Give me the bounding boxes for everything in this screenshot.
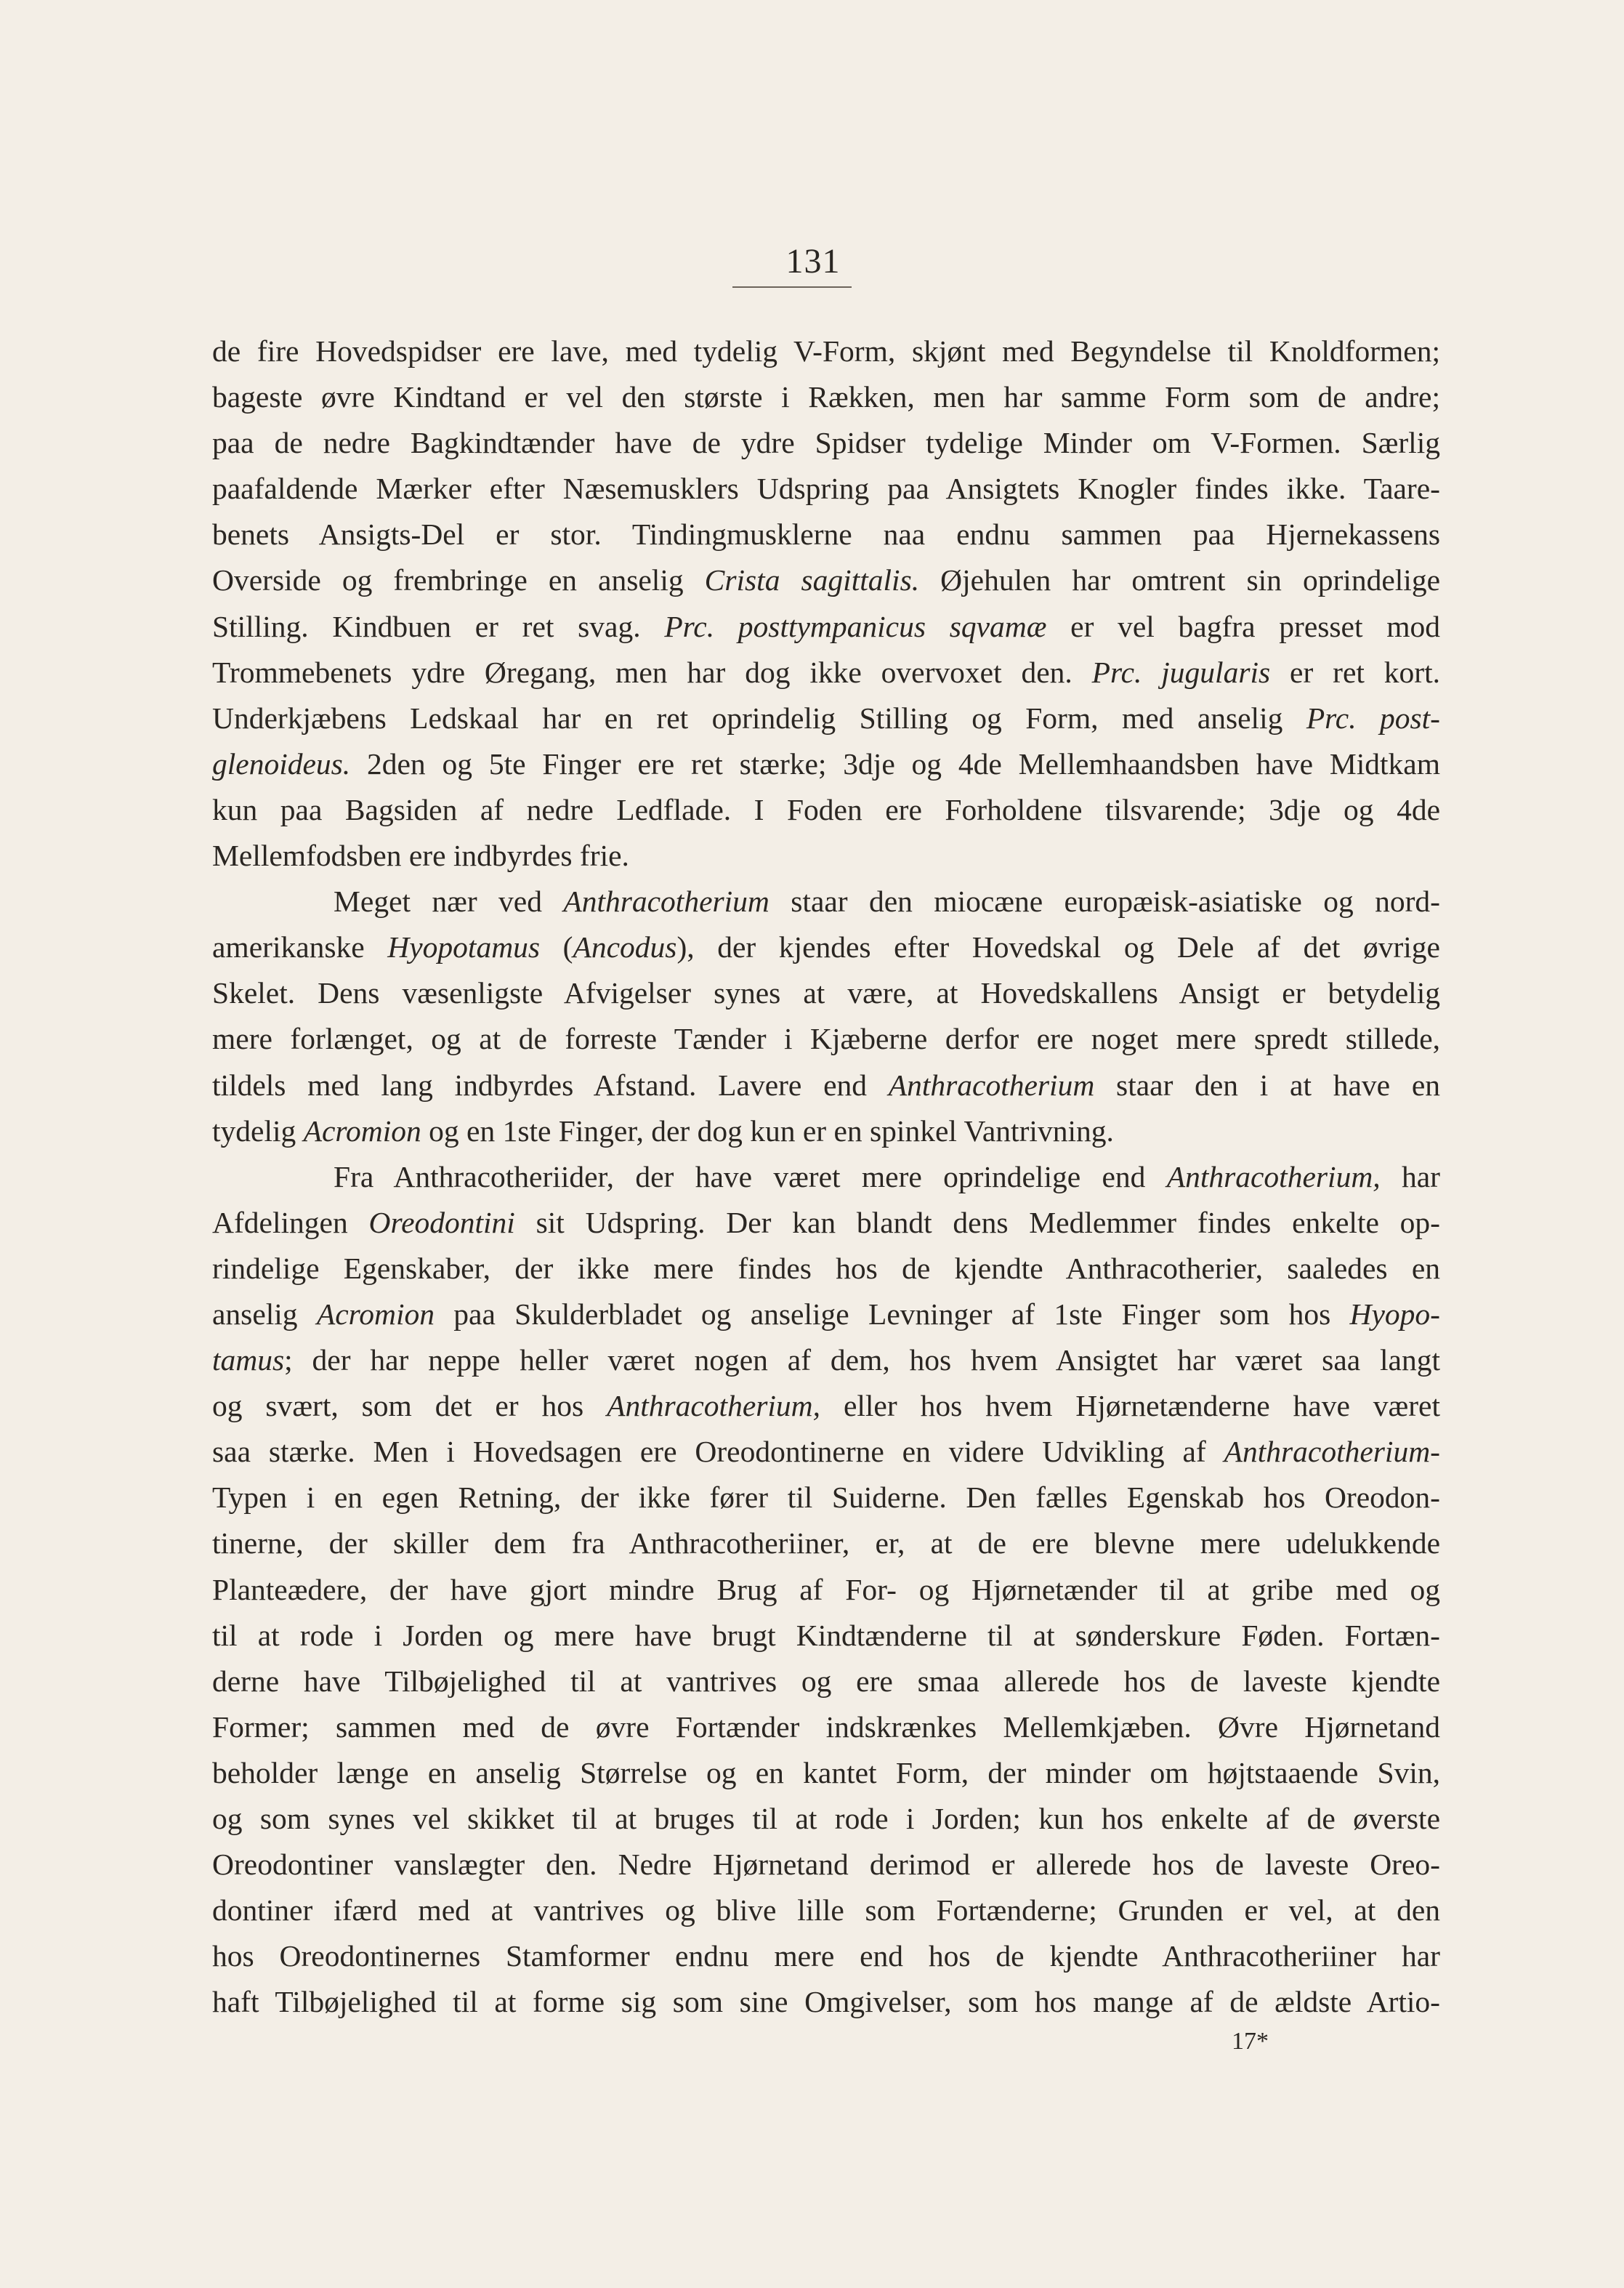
text-segment: tinerne, der skiller dem fra Anthracotheriiner, er, at de ere blevne mere udelukkende [212,1526,1440,1560]
text-line [212,1292,1440,1337]
text-segment: og svært, som det er hos [212,1389,607,1423]
italic-term: Anthracotherium [888,1068,1095,1102]
text-line [212,1520,1440,1566]
italic-term: Anthracotherium [563,885,769,919]
text-segment: Oreodontiner vanslægter den. Nedre Hjørnetand derimod er allerede hos de laveste Oreo- [212,1848,1440,1882]
italic-term: tamus [212,1343,285,1377]
text-segment: staar den miocæne europæisk-asiatiske og nord- [769,885,1440,919]
text-segment: anselig [212,1297,317,1331]
page-number: 131 [785,242,841,281]
italic-term: Acromion [303,1113,421,1148]
text-segment: Mellemfodsben ere indbyrdes frie. [212,839,629,873]
text-segment: Meget nær ved [334,885,564,919]
italic-term: Acromion [316,1297,435,1331]
text-line [212,604,1440,650]
italic-term: Oreodontini [368,1205,515,1239]
text-segment: ), der kjendes efter Hovedskal og Dele af det øvrige [676,930,1440,964]
text-line [212,1200,1440,1246]
text-line [212,1613,1440,1659]
text-segment: beholder længe en anselig Størrelse og en kantet Form, der minder om højtstaaende Svin, [212,1755,1440,1789]
text-segment: dontiner ifærd med at vantrives og blive lille som Fortænderne; Grunden er vel, at den [212,1893,1440,1928]
page-number-rule [732,286,852,288]
body-text [212,329,1440,2025]
text-segment: ; der har neppe heller været nogen af dem, hos hvem Ansigtet har været saa langt [284,1343,1440,1377]
text-line [212,1888,1440,1933]
text-segment: staar den i at have en [1094,1068,1440,1102]
text-line [212,1933,1440,1979]
text-segment: Planteædere, der have gjort mindre Brug af For- og Hjørnetænder til at gribe med og [212,1572,1440,1606]
text-segment: har [1380,1159,1440,1193]
text-segment: til at rode i Jorden og mere have brugt Kindtænderne til at sønderskure Føden. Fortæn- [212,1618,1440,1652]
text-line [212,420,1440,466]
text-segment: og som synes vel skikket til at bruges til at rode i Jorden; kun hos enkelte af de øverste [212,1802,1440,1835]
text-line [212,557,1440,603]
text-line [212,1659,1440,1704]
text-line [212,1383,1440,1429]
text-segment: paa Skulderbladet og anselige Levninger af 1ste Finger som hos [434,1297,1350,1331]
italic-term: Anthracotherium, [1166,1159,1381,1193]
text-segment: Typen i en egen Retning, der ikke fører til Suiderne. Den fælles Egenskab hos Oreodon- [212,1481,1440,1515]
text-segment: tydelig [212,1113,304,1148]
text-segment: tildels med lang indbyrdes Afstand. Lavere end [212,1068,889,1102]
italic-term: Ancodus [573,930,677,964]
text-line [212,1154,1440,1200]
italic-term: Hyopo- [1349,1297,1440,1331]
text-segment: og en 1ste Finger, der dog kun er en spinkel Vantrivning. [421,1113,1114,1148]
text-line [212,1108,1440,1154]
text-segment: Øjehulen har omtrent sin oprindelige [919,563,1440,597]
text-line [212,1750,1440,1796]
text-line [212,787,1440,833]
text-segment: paafaldende Mærker efter Næsemusklers Udspring paa Ansigtets Knogler findes ikke. Taare- [212,472,1440,506]
text-segment: er ret kort. [1270,655,1440,689]
text-line [212,1337,1440,1383]
text-segment: 2den og 5te Finger ere ret stærke; 3dje og 4de Mellemhaandsben have Midtkam [350,746,1440,781]
text-segment: kun paa Bagsiden af nedre Ledflade. I Foden ere Forholdene tilsvarende; 3dje og 4de [212,792,1440,826]
text-line [212,1979,1440,2025]
text-segment: de fire Hovedspidser ere lave, med tydelig V-Form, skjønt med Begyndelse til Knoldformen; [212,334,1440,368]
italic-term: glenoideus. [212,746,351,781]
text-line [212,374,1440,420]
text-line [212,1842,1440,1888]
text-line [212,1475,1440,1520]
text-line [212,696,1440,741]
italic-term: Crista sagittalis. [704,563,920,597]
text-line [212,970,1440,1016]
text-line [212,329,1440,374]
text-line [212,512,1440,557]
text-segment: Skelet. Dens væsenligste Afvigelser synes at være, at Hovedskallens Ansigt er betydelig [212,976,1440,1010]
text-segment: saa stærke. Men i Hovedsagen ere Oreodontinerne en videre Udvikling af [212,1435,1224,1469]
text-line [212,833,1440,879]
text-line [212,1016,1440,1062]
text-segment: paa de nedre Bagkindtænder have de ydre Spidser tydelige Minder om V-Formen. Særlig [212,426,1440,460]
signature-mark: 17* [1232,2028,1269,2055]
text-segment: eller hos hvem Hjørnetænderne have været [820,1389,1441,1423]
italic-term: Anthracotherium, [607,1389,821,1423]
text-line [212,650,1440,696]
italic-term: Prc. posttympanicus sqvamæ [664,609,1047,643]
text-segment: rindelige Egenskaber, der ikke mere findes hos de kjendte Anthracotherier, saaledes en [212,1251,1440,1285]
text-line [212,879,1440,925]
text-segment: sit Udspring. Der kan blandt dens Medlemmer findes enkelte op- [514,1205,1440,1239]
text-segment: haft Tilbøjelighed til at forme sig som sine Omgivelser, som hos mange af de ældste Artio- [212,1985,1440,2019]
text-segment: Afdelingen [212,1205,369,1239]
text-segment: bageste øvre Kindtand er vel den største i Rækken, men har samme Form som de andre; [212,380,1440,414]
text-segment: hos Oreodontinernes Stamformer endnu mere end hos de kjendte Anthracotheriiner har [212,1939,1440,1973]
text-segment: er vel bagfra presset mod [1046,609,1440,643]
text-segment: Trommebenets ydre Øregang, men har dog ikke overvoxet den. [212,655,1092,689]
text-segment: Overside og frembringe en anselig [212,563,705,597]
text-segment: Underkjæbens Ledskaal har en ret oprindelig Stilling og Form, med anselig [212,701,1306,735]
text-line [212,466,1440,512]
text-segment: derne have Tilbøjelighed til at vantrives og ere smaa allerede hos de laveste kjendte [212,1664,1440,1698]
text-segment: amerikanske [212,930,388,964]
text-segment: ( [540,930,573,964]
italic-term: Prc. jugularis [1091,655,1271,689]
text-segment: mere forlænget, og at de forreste Tænder i Kjæberne derfor ere noget mere spredt stillede, [212,1022,1440,1056]
text-segment: Fra Anthracotheriider, der have været mere oprindelige end [334,1159,1167,1193]
text-segment: Former; sammen med de øvre Fortænder indskrænkes Mellemkjæben. Øvre Hjørnetand [212,1709,1440,1744]
italic-term: Prc. post- [1306,701,1440,735]
italic-term: Anthracotherium- [1224,1435,1440,1469]
text-line [212,925,1440,970]
text-line [212,741,1440,787]
text-line [212,1567,1440,1613]
text-segment: Stilling. Kindbuen er ret svag. [212,609,665,643]
text-line [212,1704,1440,1750]
text-line [212,1063,1440,1108]
text-line [212,1429,1440,1475]
text-line [212,1796,1440,1842]
text-segment: benets Ansigts-Del er stor. Tindingmusklerne naa endnu sammen paa Hjernekassens [212,517,1440,552]
italic-term: Hyopotamus [387,930,541,964]
text-line [212,1246,1440,1292]
